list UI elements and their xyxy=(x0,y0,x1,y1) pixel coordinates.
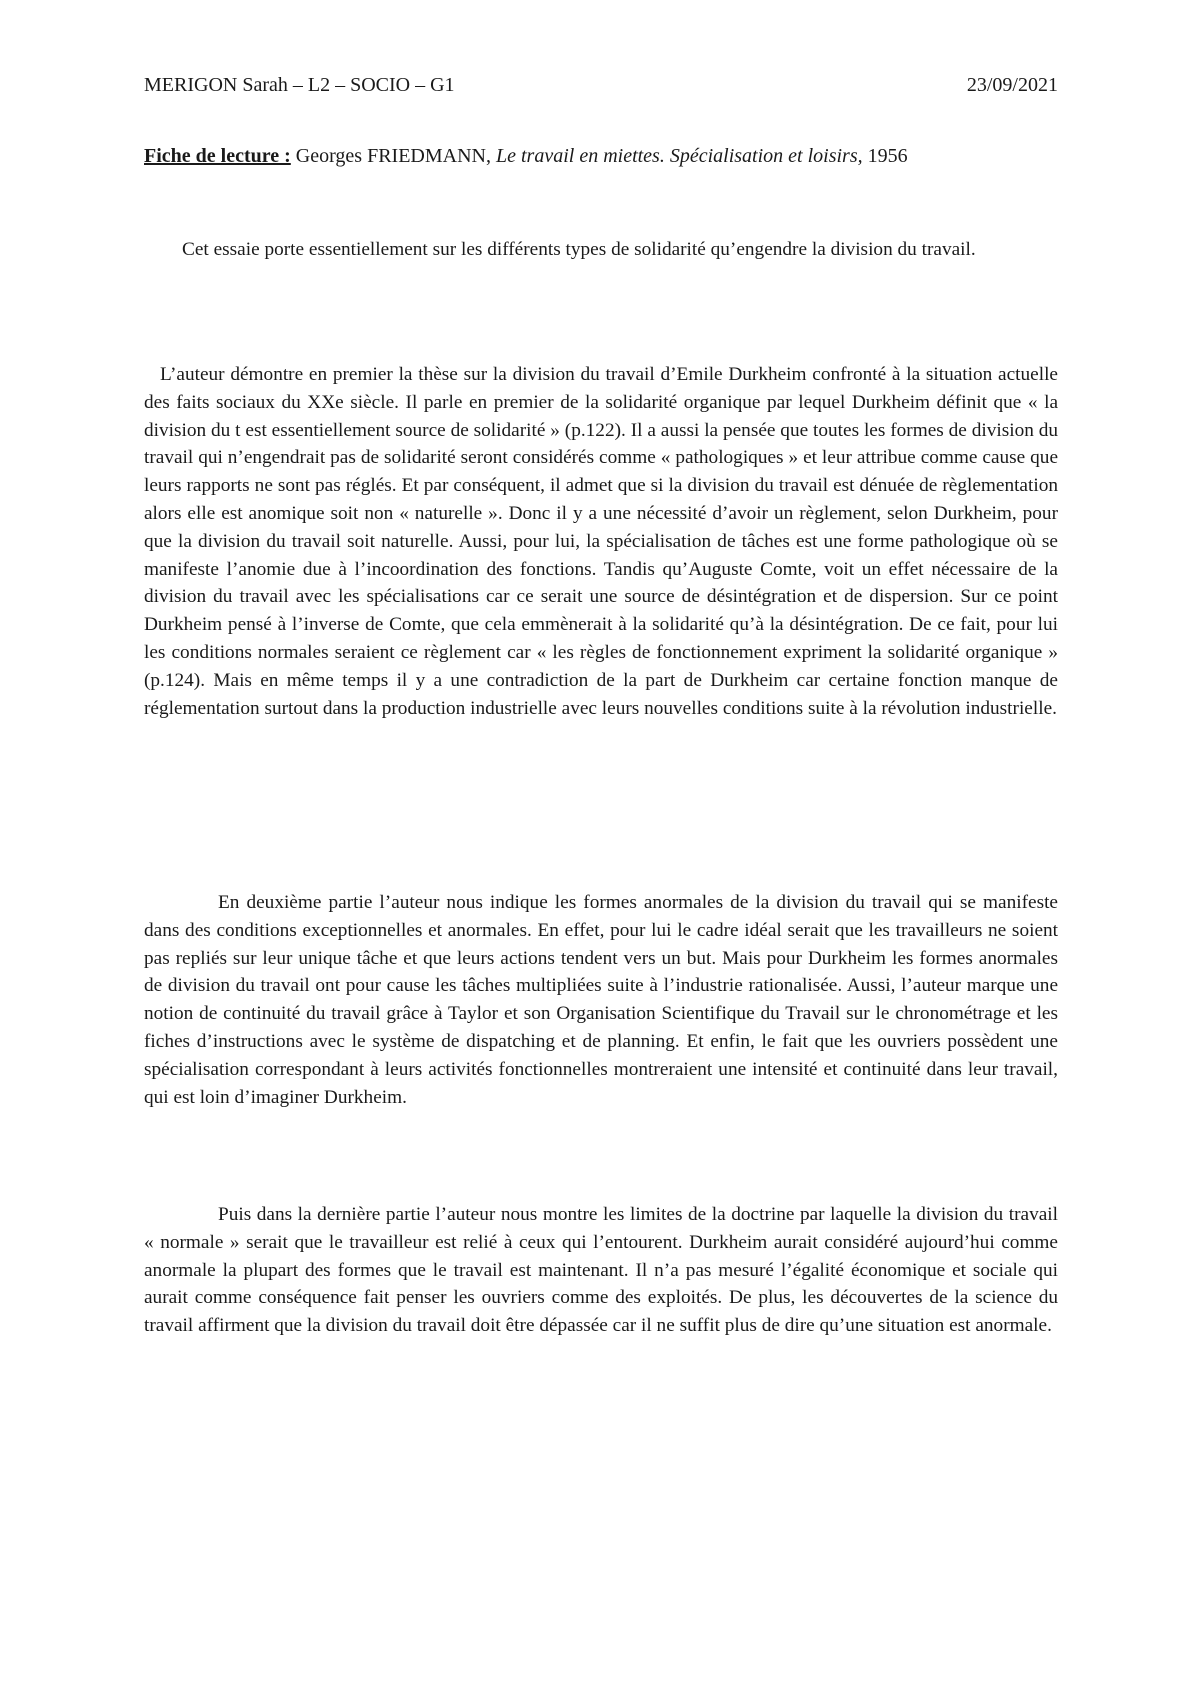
paragraph-2: En deuxième partie l’auteur nous indique les formes anormales de la division du travail qui se manifeste dans des conditions exceptionnelles et anormales. En effet, pour lui le cadre idéal serait que les travailleurs ne soient pas repliés sur leur unique tâche et que leurs actions tendent vers un but. Mais pour Durkheim les formes anormales de division du travail ont pour cause les tâches multipliées suite à l’industrie rationalisée. Aussi, l’auteur marque une notion de continuité du travail grâce à Taylor et son Organisation Scientifique du Travail sur le chronométrage et les fiches d’instructions avec le système de dispatching et de planning. Et enfin, le fait que les ouvriers possèdent une spécialisation correspondant à leurs activités fonctionnelles montreraient une intensité et continuité dans leur travail, qui est loin d’imaginer Durkheim. xyxy=(144,892,1058,1108)
header-date: 23/09/2021 xyxy=(966,74,1058,96)
paragraph-1: L’auteur démontre en premier la thèse sur la division du travail d’Emile Durkheim confronté à la situation actuelle des faits sociaux du XXe siècle. Il parle en premier de la solidarité organique par lequel Durkheim définit que « la division du t est essentiellement source de solidarité » (p.122). Il a aussi la pensée que toutes les formes de division du travail qui n’engendrait pas de solidarité seront considérés comme « pathologiques » et leur attribue comme cause que leurs rapports ne sont pas réglés. Et par conséquent, il admet que si la division du travail est dénuée de règlementation alors elle est anomique soit non « naturelle ». Donc il y a une nécessité d’avoir un règlement, selon Durkheim, pour que la division du travail soit naturelle. Aussi, pour lui, la spécialisation de tâches est une forme pathologique où se manifeste l’anomie due à l’incoordination des fonctions. Tandis qu’Auguste Comte, voit un effet nécessaire de la division du travail avec les spécialisations car ce serait une source de désintégration et de dispersion. Sur ce point Durkheim pensé à l’inverse de Comte, que cela emmènerait à la solidarité qu’à la désintégration. De ce fait, pour lui les conditions normales seraient ce règlement car « les règles de fonctionnement expriment la solidarité organique » (p.124). Mais en même temps il y a une contradiction de la part de Durkheim car certaine fonction manque de réglementation surtout dans la production industrielle avec leurs nouvelles conditions suite à la révolution industrielle. xyxy=(144,364,1058,719)
paragraph-3: Puis dans la dernière partie l’auteur nous montre les limites de la doctrine par laquelle la division du travail « normale » serait que le travailleur est relié à ceux qui l’entourent. Durkheim aurait considéré aujourd’hui comme anormale la plupart des formes que le travail est maintenant. Il n’a pas mesuré l’égalité économique et sociale qui aurait comme conséquence fait penser les ouvriers comme des exploités. De plus, les découvertes de la science du travail affirment que la division du travail doit être dépassée car il ne suffit plus de dire qu’une situation est anormale. xyxy=(144,1204,1058,1337)
title-label: Fiche de lecture : xyxy=(144,145,291,167)
title-author: Georges FRIEDMANN, xyxy=(295,145,491,167)
title-book: Le travail en miettes. Spécialisation et loisirs, xyxy=(495,145,863,167)
document-page xyxy=(144,0,1058,1698)
title-year: 1956 xyxy=(867,145,908,167)
intro-paragraph: Cet essaie porte essentiellement sur les différents types de solidarité qu’engendre la division du travail. xyxy=(182,239,976,260)
page-header xyxy=(144,72,1058,98)
document-title xyxy=(144,143,1058,169)
header-author: MERIGON Sarah – L2 – SOCIO – G1 xyxy=(144,74,455,96)
